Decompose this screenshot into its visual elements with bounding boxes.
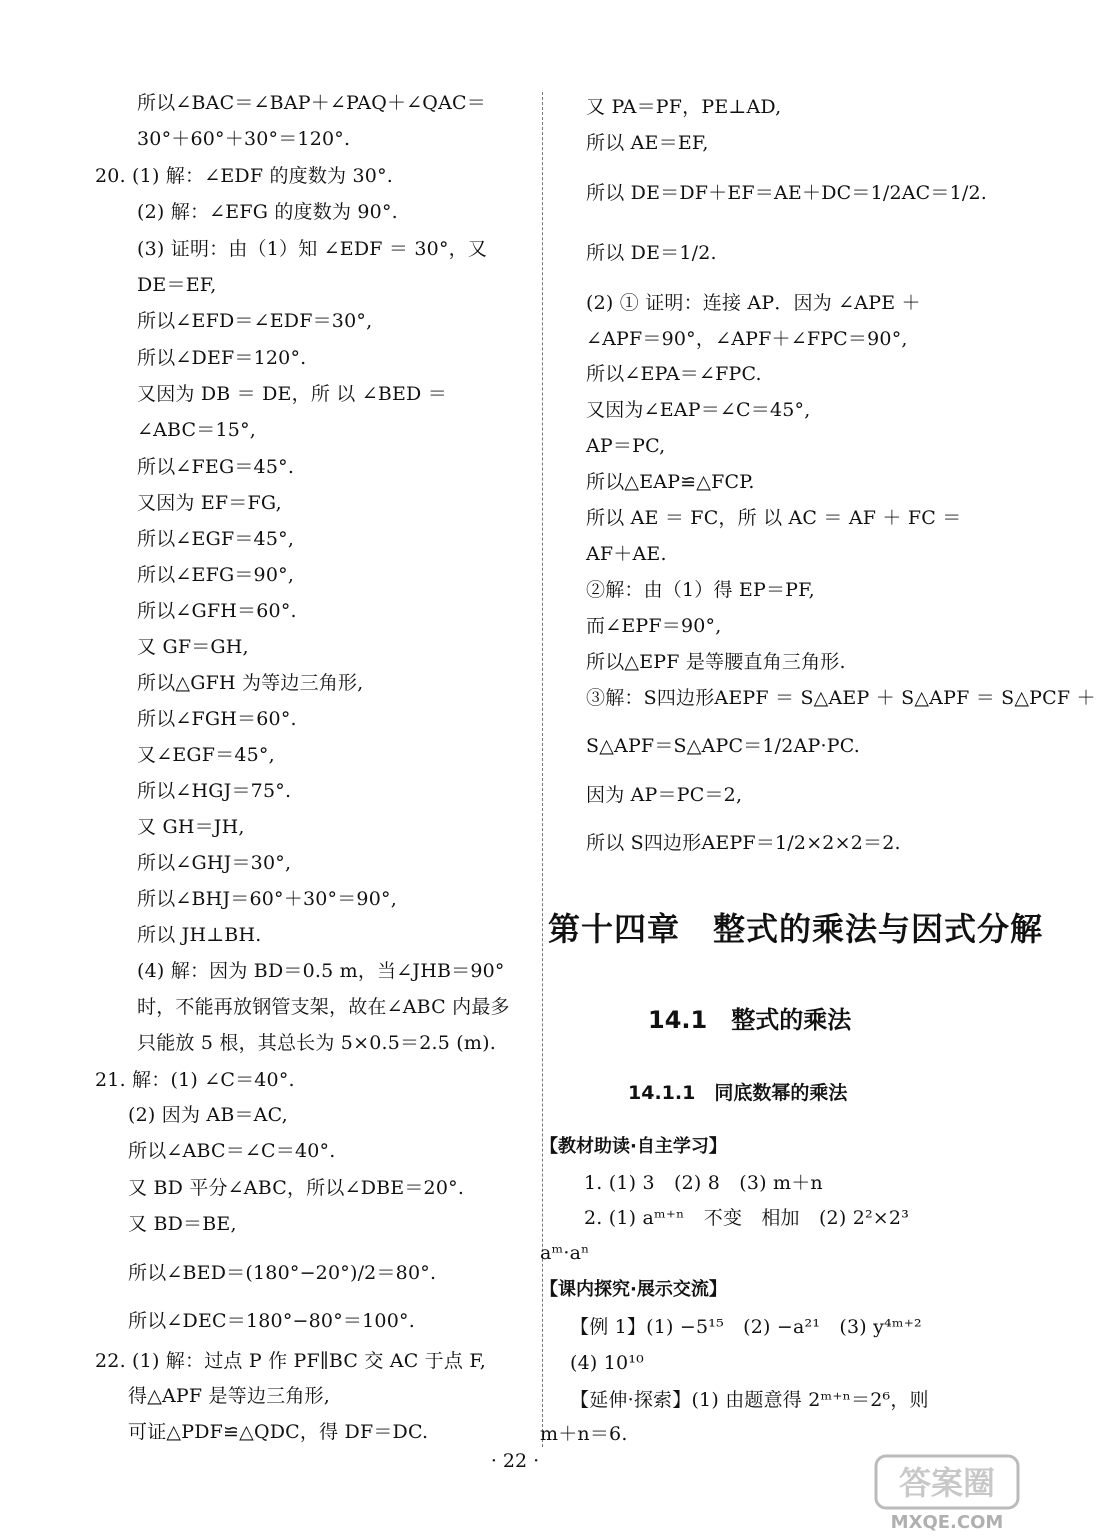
text-line: 所以∠FGH＝60°. (137, 708, 297, 730)
text-line: ∠ABC＝15°, (137, 419, 257, 441)
text-line: AF＋AE. (586, 543, 667, 565)
text-line: (4) 10¹⁰ (570, 1352, 644, 1374)
text-line: (4) 解：因为 BD＝0.5 m，当∠JHB＝90° (137, 960, 505, 982)
text-line: 20. (1) 解：∠EDF 的度数为 30°. (95, 165, 394, 187)
text-line: 21. 解：(1) ∠C＝40°. (95, 1069, 295, 1091)
text-line: 所以 DE＝DF＋EF＝AE＋DC＝1/2AC＝1/2. (586, 182, 988, 204)
text-line: 又因为 DB ＝ DE，所 以 ∠BED ＝ (137, 383, 447, 405)
text-line: 又 GF＝GH, (137, 636, 249, 658)
text-line: 所以 DE＝1/2. (586, 242, 717, 264)
guide-heading: 【教材助读·自主学习】 (540, 1136, 727, 1157)
text-line: 所以∠EGF＝45°, (137, 528, 295, 550)
text-line: ②解：由（1）得 EP＝PF, (586, 579, 815, 601)
text-line: (2) 解：∠EFG 的度数为 90°. (137, 201, 398, 223)
text-line: 所以△EPF 是等腰直角三角形. (586, 651, 846, 673)
text-line: 所以∠DEC＝180°−80°＝100°. (128, 1310, 415, 1332)
page-number: · 22 · (490, 1450, 540, 1472)
text-line: 30°＋60°＋30°＝120°. (137, 128, 351, 150)
text-line: ∠APF＝90°，∠APF＋∠FPC＝90°, (586, 328, 908, 350)
text-line: (2) 因为 AB＝AC, (128, 1104, 288, 1126)
text-line: (3) 证明：由（1）知 ∠EDF ＝ 30°，又 (137, 238, 488, 260)
text-line: 【延伸·探索】(1) 由题意得 2ᵐ⁺ⁿ＝2⁶，则 (570, 1389, 929, 1411)
text-line: 又 GH＝JH, (137, 816, 245, 838)
text-line: 所以 S四边形AEPF＝1/2×2×2＝2. (586, 832, 901, 854)
text-line: 又∠EGF＝45°, (137, 744, 275, 766)
text-line: 所以∠BHJ＝60°＋30°＝90°, (137, 888, 397, 910)
text-line: 所以 AE ＝ FC，所 以 AC ＝ AF ＋ FC ＝ (586, 507, 962, 529)
text-line: 而∠EPF＝90°, (586, 615, 722, 637)
text-line: 所以 JH⊥BH. (137, 924, 262, 946)
text-line: 所以△EAP≌△FCP. (586, 471, 755, 493)
text-line: 所以∠EPA＝∠FPC. (586, 363, 762, 385)
text-line: S△APF＝S△APC＝1/2AP·PC. (586, 735, 860, 757)
text-line: 又 PA＝PF，PE⊥AD, (586, 96, 782, 118)
text-line: 所以∠DEF＝120°. (137, 347, 307, 369)
text-line: 所以∠BED＝(180°−20°)/2＝80°. (128, 1262, 437, 1284)
text-line: 所以∠GHJ＝30°, (137, 852, 292, 874)
watermark-bottom: MXQE.COM (890, 1512, 1004, 1533)
text-line: 又因为∠EAP＝∠C＝45°, (586, 399, 811, 421)
text-line: 所以∠EFG＝90°, (137, 564, 295, 586)
text-line: 1. (1) 3 (2) 8 (3) m＋n (584, 1172, 823, 1194)
text-line: aᵐ·aⁿ (540, 1242, 590, 1264)
text-line: 所以△GFH 为等边三角形, (137, 672, 364, 694)
text-line: ③解：S四边形AEPF ＝ S△AEP ＋ S△APF ＝ S△PCF ＋ (586, 687, 1096, 709)
text-line: 又因为 EF＝FG, (137, 492, 282, 514)
text-line: 所以∠GFH＝60°. (137, 600, 297, 622)
text-line: 2. (1) aᵐ⁺ⁿ 不变 相加 (2) 2²×2³ (584, 1207, 910, 1229)
chapter-title: 第十四章 整式的乘法与因式分解 (548, 910, 1044, 948)
subsection-title: 14.1.1 同底数幂的乘法 (628, 1082, 848, 1104)
text-line: 只能放 5 根，其总长为 5×0.5＝2.5 (m). (137, 1032, 496, 1054)
explore-heading: 【课内探究·展示交流】 (540, 1279, 727, 1300)
section-title: 14.1 整式的乘法 (648, 1006, 852, 1034)
text-line: 所以∠HGJ＝75°. (137, 780, 292, 802)
text-line: 所以∠EFD＝∠EDF＝30°, (137, 310, 373, 332)
text-line: 所以 AE＝EF, (586, 132, 709, 154)
text-line: 所以∠BAC＝∠BAP＋∠PAQ＋∠QAC＝ (137, 92, 486, 114)
watermark-logo (872, 1452, 1022, 1532)
watermark-top: 答案圈 (898, 1464, 996, 1502)
text-line: 又 BD 平分∠ABC，所以∠DBE＝20°. (128, 1177, 465, 1199)
text-line: 又 BD＝BE, (128, 1213, 237, 1235)
text-line: 时，不能再放钢管支架，故在∠ABC 内最多 (137, 996, 510, 1018)
text-line: 因为 AP＝PC＝2, (586, 784, 743, 806)
text-line: 可证△PDF≌△QDC，得 DF＝DC. (128, 1421, 429, 1443)
text-line: AP＝PC, (586, 435, 666, 457)
text-line: (2) ① 证明：连接 AP．因为 ∠APE ＋ (586, 292, 921, 314)
text-line: DE＝EF, (137, 274, 217, 296)
text-line: 所以∠ABC＝∠C＝40°. (128, 1140, 336, 1162)
text-line: 【例 1】(1) −5¹⁵ (2) −a²¹ (3) y⁴ᵐ⁺² (570, 1316, 922, 1338)
text-line: 得△APF 是等边三角形, (128, 1385, 330, 1407)
text-line: 所以∠FEG＝45°. (137, 456, 295, 478)
text-line: 22. (1) 解：过点 P 作 PF∥BC 交 AC 于点 F, (95, 1350, 486, 1372)
text-line: m＋n＝6. (540, 1423, 628, 1445)
